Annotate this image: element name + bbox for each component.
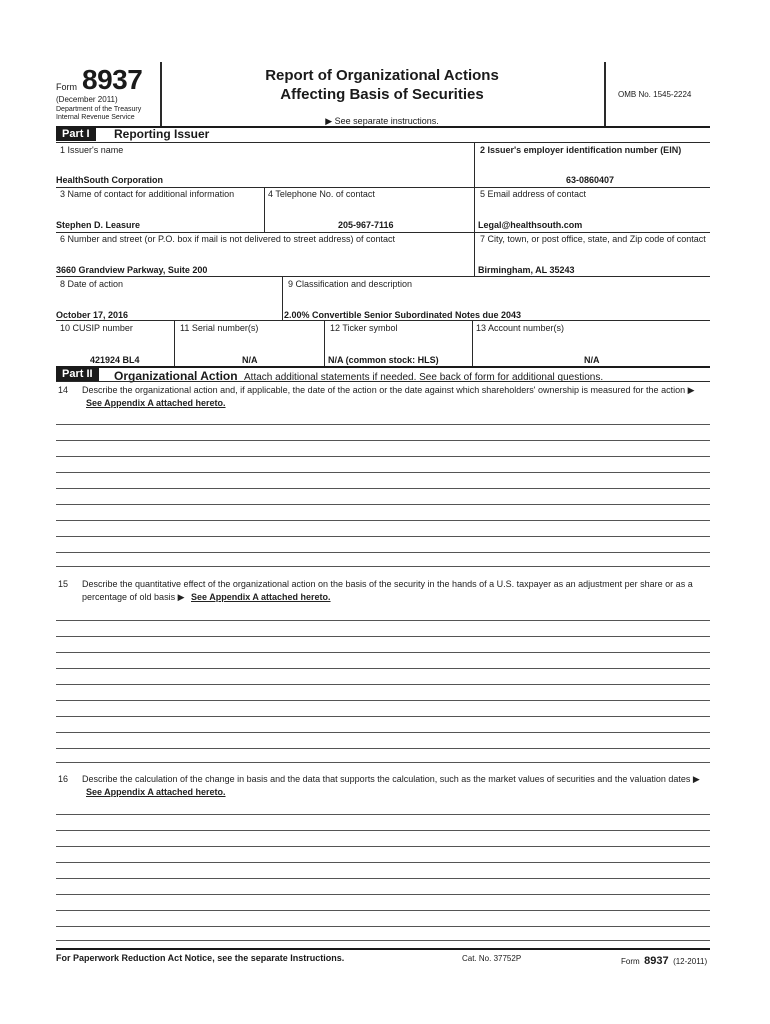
separate-instructions: ▶ See separate instructions. — [325, 116, 439, 126]
row1-rule — [56, 187, 710, 188]
answer-line[interactable] — [56, 504, 710, 505]
form-revision: (December 2011) — [56, 95, 118, 104]
serial-value[interactable]: N/A — [242, 355, 258, 365]
q16-number: 16 — [58, 774, 69, 784]
ein-value[interactable]: 63-0860407 — [566, 175, 615, 185]
city-label: 7 City, town, or post office, state, and Zip code of contact — [480, 234, 706, 244]
q16-answer[interactable]: See Appendix A attached hereto. — [86, 787, 226, 797]
row5-divider-a — [174, 320, 175, 366]
telephone-label: 4 Telephone No. of contact — [268, 189, 375, 199]
answer-line[interactable] — [56, 684, 710, 685]
issuer-name-label: 1 Issuer's name — [60, 145, 124, 155]
answer-line[interactable] — [56, 652, 710, 653]
department-line-1: Department of the Treasury — [56, 106, 142, 113]
answer-line[interactable] — [56, 456, 710, 457]
answer-line[interactable] — [56, 440, 710, 441]
answer-line[interactable] — [56, 862, 710, 863]
part2-subtitle: Attach additional statements if needed. See back of form for additional questions. — [244, 372, 604, 383]
row5-divider-c — [472, 320, 473, 366]
form-title-block — [162, 66, 602, 127]
q15-number: 15 — [58, 579, 69, 589]
cusip-value[interactable]: 421924 BL4 — [90, 355, 140, 365]
answer-line[interactable] — [56, 424, 710, 425]
header-divider-right — [604, 62, 606, 126]
form-title-line-1: Report of Organizational Actions — [265, 67, 499, 84]
answer-line[interactable] — [56, 488, 710, 489]
part1-tag: Part I — [56, 128, 96, 141]
answer-line[interactable] — [56, 732, 710, 733]
q15-text: Describe the quantitative effect of the organizational action on the basis of the security in the hands of a U.S. taxpayer as an adjustment per share or as a percentage of old basis ▶ — [82, 579, 693, 602]
q15-block — [82, 578, 708, 604]
form-number: 8937 — [82, 64, 143, 95]
row2-rule — [56, 232, 710, 233]
part2-tag: Part II — [56, 368, 99, 381]
row3-rule — [56, 276, 710, 277]
email-value[interactable]: Legal@healthsouth.com — [478, 220, 583, 230]
footer-form-word: Form — [621, 957, 640, 966]
answer-line[interactable] — [56, 620, 710, 621]
account-label: 13 Account number(s) — [476, 323, 565, 333]
row3-divider — [474, 232, 475, 276]
answer-line[interactable] — [56, 636, 710, 637]
part1-title: Reporting Issuer — [114, 127, 210, 141]
q15-answer[interactable]: See Appendix A attached hereto. — [191, 592, 331, 602]
contact-name-label: 3 Name of contact for additional information — [60, 189, 235, 199]
date-of-action-label: 8 Date of action — [60, 279, 124, 289]
telephone-value[interactable]: 205-967-7116 — [338, 220, 394, 230]
answer-line[interactable] — [56, 878, 710, 879]
cusip-label: 10 CUSIP number — [60, 323, 133, 333]
answer-line[interactable] — [56, 814, 710, 815]
omb-number: OMB No. 1545-2224 — [618, 90, 692, 99]
issuer-name-value[interactable]: HealthSouth Corporation — [56, 175, 163, 185]
answer-line[interactable] — [56, 552, 710, 553]
answer-line[interactable] — [56, 894, 710, 895]
answer-line[interactable] — [56, 830, 710, 831]
classification-value[interactable]: 2.00% Convertible Senior Subordinated Notes due 2043 — [284, 310, 522, 320]
city-value[interactable]: Birmingham, AL 35243 — [478, 265, 575, 275]
answer-line[interactable] — [56, 536, 710, 537]
classification-label: 9 Classification and description — [288, 279, 413, 289]
ticker-value[interactable]: N/A (common stock: HLS) — [328, 355, 439, 365]
answer-line[interactable] — [56, 846, 710, 847]
catalog-number: Cat. No. 37752P — [462, 954, 522, 963]
row1-divider — [474, 142, 475, 188]
answer-line[interactable] — [56, 566, 710, 567]
q16-block — [82, 773, 708, 799]
department-line-2: Internal Revenue Service — [56, 114, 135, 121]
q14-answer[interactable]: See Appendix A attached hereto. — [86, 398, 226, 408]
date-of-action-value[interactable]: October 17, 2016 — [56, 310, 129, 320]
answer-line[interactable] — [56, 940, 710, 941]
street-value[interactable]: 3660 Grandview Parkway, Suite 200 — [56, 265, 208, 275]
answer-line[interactable] — [56, 700, 710, 701]
answer-line[interactable] — [56, 926, 710, 927]
serial-label: 11 Serial number(s) — [180, 323, 259, 333]
q14-text: Describe the organizational action and, if applicable, the date of the action or the date against which shareholders' ownership is measured for the action ▶ — [82, 385, 695, 395]
ticker-label: 12 Ticker symbol — [330, 323, 398, 333]
answer-line[interactable] — [56, 716, 710, 717]
answer-line[interactable] — [56, 910, 710, 911]
row4-divider — [282, 276, 283, 320]
q14-number: 14 — [58, 385, 69, 395]
footer-form-number: 8937 — [644, 955, 669, 967]
answer-line[interactable] — [56, 762, 710, 763]
answer-line[interactable] — [56, 472, 710, 473]
row4-rule — [56, 320, 710, 321]
footer-rule — [56, 948, 710, 950]
part2-heading — [114, 367, 603, 385]
row2-divider-b — [474, 187, 475, 233]
row2-divider-a — [264, 187, 265, 233]
account-value[interactable]: N/A — [584, 355, 600, 365]
contact-name-value[interactable]: Stephen D. Leasure — [56, 220, 141, 230]
answer-line[interactable] — [56, 520, 710, 521]
footer-form-revision: (12-2011) — [673, 957, 708, 966]
part1-title-rule — [56, 142, 710, 143]
footer-form-id — [621, 951, 707, 969]
part2-title-rule — [56, 381, 710, 382]
q16-text: Describe the calculation of the change in basis and the data that supports the calculation, such as the market values of securities and the valuation dates ▶ — [82, 774, 700, 784]
answer-line[interactable] — [56, 748, 710, 749]
answer-line[interactable] — [56, 668, 710, 669]
q14-block — [82, 384, 708, 410]
row5-divider-b — [324, 320, 325, 366]
street-label: 6 Number and street (or P.O. box if mail is not delivered to street address) of contact — [60, 234, 395, 244]
part2-title: Organizational Action — [114, 369, 238, 383]
form-title-line-2: Affecting Basis of Securities — [280, 86, 484, 103]
form-word: Form — [56, 82, 77, 92]
email-label: 5 Email address of contact — [480, 189, 587, 199]
paperwork-notice: For Paperwork Reduction Act Notice, see the separate Instructions. — [56, 953, 345, 963]
ein-label: 2 Issuer's employer identification number (EIN) — [480, 145, 682, 155]
